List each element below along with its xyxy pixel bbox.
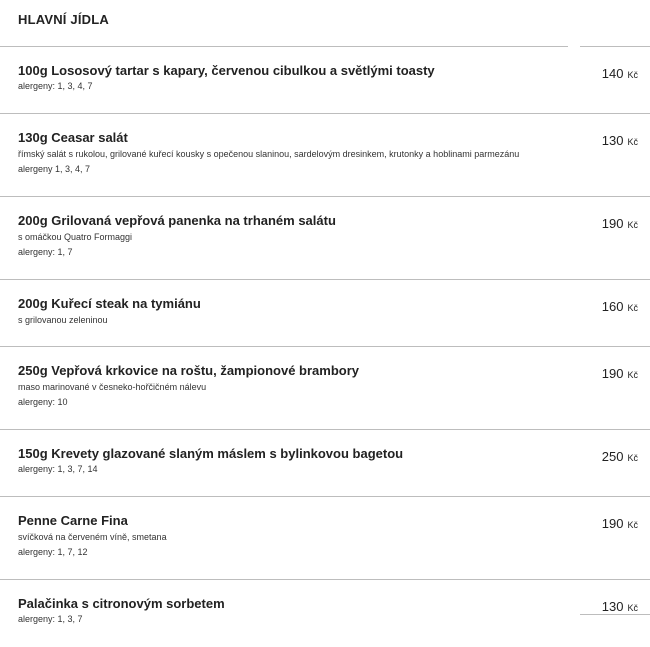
price-currency: Kč — [627, 70, 638, 80]
dish-price — [602, 299, 638, 314]
price-value: 190 — [601, 516, 624, 531]
dish-price — [602, 449, 638, 464]
dish-description: s grilovanou zeleninou — [18, 315, 108, 325]
price-value: 250 — [601, 449, 624, 464]
dish-price — [602, 133, 638, 148]
dish-price — [602, 66, 638, 81]
dish-price — [602, 216, 638, 231]
price-value: 160 — [601, 299, 624, 314]
dish-name: 200g Kuřecí steak na tymiánu — [18, 296, 201, 311]
price-currency: Kč — [627, 520, 638, 530]
dish-allergens: alergeny: 1, 7 — [18, 247, 73, 257]
price-value: 130 — [601, 599, 624, 614]
price-currency: Kč — [627, 370, 638, 380]
dish-price — [602, 516, 638, 531]
dish-name: Palačinka s citronovým sorbetem — [18, 596, 225, 611]
menu-item — [0, 580, 650, 647]
dish-allergens: alergeny: 1, 7, 12 — [18, 547, 88, 557]
price-currency: Kč — [627, 303, 638, 313]
menu-item — [0, 430, 650, 497]
dish-name: 150g Krevety glazované slaným máslem s bylinkovou bagetou — [18, 446, 404, 461]
menu-item — [0, 280, 650, 347]
price-value: 140 — [601, 66, 624, 81]
menu-item — [0, 47, 650, 114]
price-currency: Kč — [627, 137, 638, 147]
dish-description: svíčková na červeném víně, smetana — [18, 532, 167, 542]
dish-name: 250g Vepřová krkovice na roštu, žampionové brambory — [18, 363, 360, 378]
price-value: 190 — [601, 366, 624, 381]
price-value: 190 — [601, 216, 624, 231]
divider — [580, 614, 650, 615]
section-title: HLAVNÍ JÍDLA — [18, 12, 109, 27]
dish-description: s omáčkou Quatro Formaggi — [18, 232, 133, 242]
dish-description: maso marinované v česneko-hořčičném nálevu — [18, 382, 207, 392]
price-value: 130 — [601, 133, 624, 148]
dish-allergens: alergeny: 1, 3, 7 — [18, 614, 83, 624]
price-currency: Kč — [627, 603, 638, 613]
menu-list — [0, 47, 650, 647]
dish-name: 130g Ceasar salát — [18, 130, 128, 145]
dish-price — [602, 599, 638, 614]
dish-allergens: alergeny: 1, 3, 4, 7 — [18, 81, 93, 91]
menu-item — [0, 347, 650, 430]
dish-allergens: alergeny 1, 3, 4, 7 — [18, 164, 91, 174]
dish-allergens: alergeny: 10 — [18, 397, 68, 407]
price-currency: Kč — [627, 220, 638, 230]
dish-name: 100g Lososový tartar s kapary, červenou cibulkou a světlými toasty — [18, 63, 435, 78]
dish-price — [602, 366, 638, 381]
menu-item — [0, 114, 650, 197]
dish-name: 200g Grilovaná vepřová panenka na trhaném salátu — [18, 213, 336, 228]
dish-name: Penne Carne Fina — [18, 513, 128, 528]
price-currency: Kč — [627, 453, 638, 463]
dish-allergens: alergeny: 1, 3, 7, 14 — [18, 464, 98, 474]
menu-item — [0, 497, 650, 580]
menu-item — [0, 197, 650, 280]
dish-description: římský salát s rukolou, grilované kuřecí kousky s opečenou slaninou, sardelovým dresinkem, krutonky a hoblinami parmezánu — [18, 149, 520, 159]
